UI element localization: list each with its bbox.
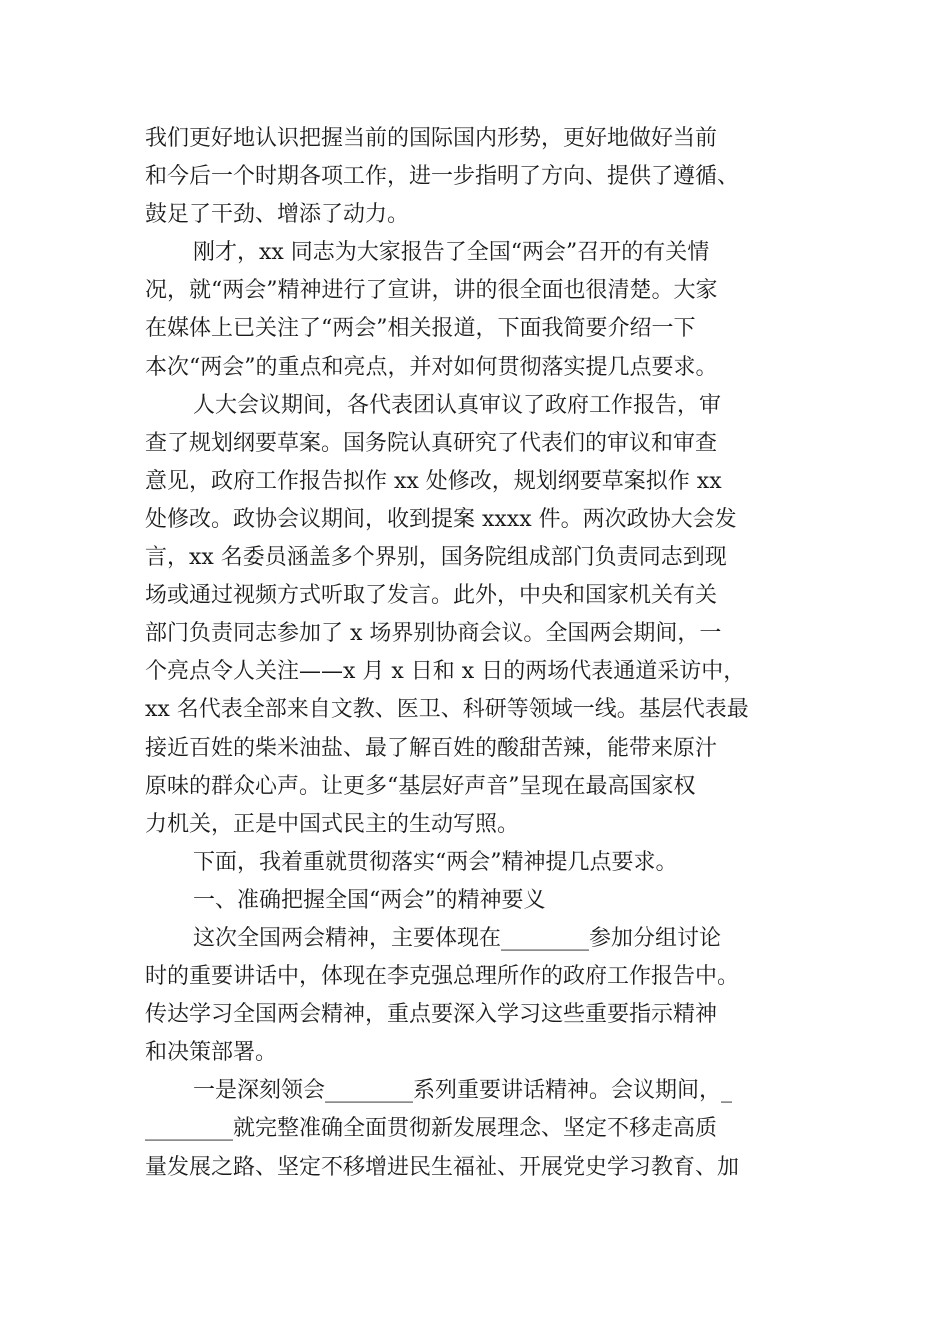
text-line: 这次全国两会精神，主要体现在________参加分组讨论 [193, 925, 722, 951]
text-line: 况，就“两会”精神进行了宣讲，讲的很全面也很清楚。大家 [145, 278, 718, 304]
text-line: 处修改。政协会议期间，收到提案 xxxx 件。两次政协大会发 [145, 506, 737, 532]
text-line: 本次“两会”的重点和亮点，并对如何贯彻落实提几点要求。 [145, 354, 718, 380]
text-line: 接近百姓的柴米油盐、最了解百姓的酸甜苦辣，能带来原汁 [145, 735, 718, 761]
text-line: 时的重要讲话中，体现在李克强总理所作的政府工作报告中。 [145, 964, 740, 990]
text-line: 一是深刻领会________系列重要讲话精神。会议期间，_ [193, 1078, 733, 1104]
text-line: 一、准确把握全国“两会”的精神要义 [193, 887, 546, 913]
text-line: 在媒体上已关注了“两会”相关报道，下面我简要介绍一下 [145, 316, 696, 342]
text-line: 意见，政府工作报告拟作 xx 处修改，规划纲要草案拟作 xx [145, 468, 722, 494]
text-line: xx 名代表全部来自文教、医卫、科研等领域一线。基层代表最 [145, 697, 749, 723]
text-line: 人大会议期间，各代表团认真审议了政府工作报告，审 [193, 392, 722, 418]
text-line: 查了规划纲要草案。国务院认真研究了代表们的审议和审查 [145, 430, 718, 456]
text-line: 量发展之路、坚定不移增进民生福祉、开展党史学习教育、加 [145, 1154, 740, 1180]
text-line: 我们更好地认识把握当前的国际国内形势，更好地做好当前 [145, 126, 718, 151]
text-line: 和今后一个时期各项工作，进一步指明了方向、提供了遵循、 [145, 164, 740, 190]
text-line: 场或通过视频方式听取了发言。此外，中央和国家机关有关 [145, 583, 718, 609]
document-body [145, 120, 825, 1187]
text-line: 力机关，正是中国式民主的生动写照。 [145, 811, 520, 837]
text-line: 和决策部署。 [145, 1040, 278, 1066]
text-line: 鼓足了干劲、增添了动力。 [145, 202, 410, 228]
text-line: 言，xx 名委员涵盖多个界别，国务院组成部门负责同志到现 [145, 545, 727, 571]
text-line: 个亮点令人关注——x 月 x 日和 x 日的两场代表通道采访中， [145, 659, 746, 685]
text-line: 部门负责同志参加了 x 场界别协商会议。全国两会期间，一 [145, 621, 722, 647]
text-line: 下面，我着重就贯彻落实“两会”精神提几点要求。 [193, 849, 678, 875]
text-line: 刚才，xx 同志为大家报告了全国“两会”召开的有关情 [193, 240, 710, 266]
text-line: 原味的群众心声。让更多“基层好声音”呈现在最高国家权 [145, 773, 696, 799]
text-line: ________就完整准确全面贯彻新发展理念、坚定不移走高质 [145, 1116, 718, 1142]
text-line: 传达学习全国两会精神，重点要深入学习这些重要指示精神 [145, 1002, 718, 1028]
